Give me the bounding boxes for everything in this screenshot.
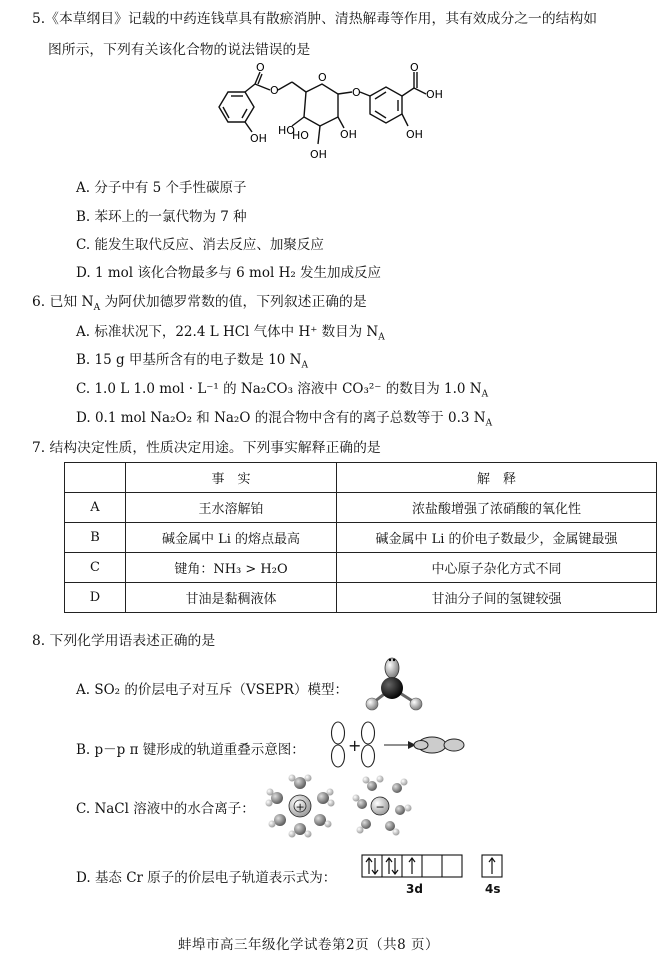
table-cell: 键角：NH₃ > H₂O [126, 553, 337, 583]
q8-stem: 8. 下列化学用语表述正确的是 [32, 633, 216, 649]
table-cell: C [65, 553, 126, 583]
table-header [65, 463, 126, 493]
table-row [65, 553, 657, 583]
q6-option-b [76, 348, 308, 371]
option-text: 能发生取代反应、消去反应、加聚反应 [94, 237, 324, 253]
sugar-ring [304, 84, 338, 126]
table-cell: A [65, 493, 126, 523]
structure-label: OH [340, 128, 357, 141]
central-atom [381, 677, 403, 699]
q6-option-a [76, 320, 385, 343]
option-text: p－p π 键形成的轨道重叠示意图： [94, 742, 305, 758]
cation-sign: + [295, 800, 305, 814]
table-row [65, 493, 657, 523]
table-cell: 浓盐酸增强了浓硝酸的氧化性 [337, 493, 657, 523]
q6-option-c [76, 377, 489, 400]
q7-stem: 7. 结构决定性质，性质决定用途。下列事实解释正确的是 [32, 440, 381, 456]
structure-label: O [352, 86, 361, 99]
q6-stem-sub: A [93, 302, 101, 313]
structure-label: OH [406, 128, 423, 141]
orbital-label-4s: 4s [485, 882, 501, 896]
pi-bond-overlap-diagram [326, 718, 472, 774]
option-letter: D. [76, 265, 91, 281]
option-letter: A. [76, 682, 91, 698]
table-cell: 碱金属中 Li 的价电子数最少，金属键最强 [337, 523, 657, 553]
option-letter: B. [76, 209, 91, 225]
structure-label: OH [250, 132, 267, 145]
q8-option-c [76, 797, 255, 817]
option-text: 0.1 mol Na₂O₂ 和 Na₂O 的混合物中含有的离子总数等于 0.3 N [94, 410, 486, 426]
option-letter: B. [76, 742, 91, 758]
svg-text:+: + [348, 736, 362, 755]
option-text: 1 mol 该化合物最多与 6 mol H₂ 发生加成反应 [94, 265, 382, 281]
table-cell: B [65, 523, 126, 553]
q6-option-d [76, 406, 493, 429]
q6-stem [32, 290, 367, 313]
bond-atom [410, 698, 422, 710]
option-letter: A. [76, 324, 91, 340]
lone-pair-lobe [385, 658, 399, 678]
option-text: 基态 Cr 原子的价层电子轨道表示式为： [94, 870, 337, 886]
option-letter: C. [76, 381, 91, 397]
structure-label: HO [278, 124, 295, 137]
option-sub: A [378, 332, 385, 343]
option-text: 1.0 L 1.0 mol · L⁻¹ 的 Na₂CO₃ 溶液中 CO₃²⁻ 的数目为 1.0 N [94, 381, 482, 397]
q5-structure-diagram [200, 62, 470, 174]
option-letter: A. [76, 180, 91, 196]
option-text: NaCl 溶液中的水合离子： [94, 801, 255, 817]
orbital-label-3d: 3d [406, 882, 423, 896]
option-text: SO₂ 的价层电子对互斥（VSEPR）模型： [94, 682, 348, 698]
q5-option-c [76, 233, 324, 253]
table-header: 事 实 [126, 463, 337, 493]
option-letter: D. [76, 870, 91, 886]
q5-option-b [76, 205, 247, 225]
option-letter: D. [76, 410, 91, 426]
table-row [65, 523, 657, 553]
anion-cluster [353, 776, 412, 836]
structure-label: HO [292, 129, 309, 142]
option-text: 15 g 甲基所含有的电子数是 10 N [94, 352, 302, 368]
table-header: 解 释 [337, 463, 657, 493]
structure-label: OH [426, 88, 443, 101]
table-cell: D [65, 583, 126, 613]
table-cell: 甘油分子间的氢键较强 [337, 583, 657, 613]
option-text: 苯环上的一氯代物为 7 种 [94, 209, 247, 225]
option-sub: A [485, 418, 493, 429]
table-cell: 甘油是黏稠液体 [126, 583, 337, 613]
q8-option-d [76, 866, 336, 886]
table-cell: 中心原子杂化方式不同 [337, 553, 657, 583]
table-cell: 王水溶解铂 [126, 493, 337, 523]
q7-table [64, 462, 657, 613]
vsepr-model-diagram [352, 654, 432, 716]
q5-stem-line1: 5.《本草纲目》记载的中药连钱草具有散瘀消肿、清热解毒等作用，其有效成分之一的结构如 [32, 11, 598, 27]
hydrated-ions-diagram [262, 770, 420, 840]
anion-sign: − [375, 800, 385, 814]
q8-option-a [76, 678, 348, 698]
option-sub: A [481, 389, 489, 400]
option-text: 标准状况下，22.4 L HCl 气体中 H⁺ 数目为 N [94, 324, 379, 340]
option-sub: A [301, 360, 308, 371]
bond-atom [366, 698, 378, 710]
structure-label: O [318, 71, 327, 84]
page-footer: 蚌埠市高三年级化学试卷第2页（共8 页） [178, 937, 439, 953]
q6-stem-text: 6. 已知 N [32, 294, 94, 310]
option-letter: B. [76, 352, 91, 368]
table-header-row [65, 463, 657, 493]
option-letter: C. [76, 237, 91, 253]
electron-arrows [366, 858, 495, 874]
q8-option-b [76, 738, 305, 758]
q5-option-a [76, 176, 247, 196]
table-cell: 碱金属中 Li 的熔点最高 [126, 523, 337, 553]
structure-label: O [270, 84, 279, 97]
table-row [65, 583, 657, 613]
orbital-diagram [360, 852, 510, 898]
cation-cluster [266, 775, 335, 838]
option-letter: C. [76, 801, 91, 817]
structure-label: OH [310, 148, 327, 161]
q6-stem-rest: 为阿伏加德罗常数的值，下列叙述正确的是 [100, 294, 367, 310]
option-text: 分子中有 5 个手性碳原子 [94, 180, 247, 196]
structure-label: O [256, 62, 265, 74]
q5-stem-line2: 图所示，下列有关该化合物的说法错误的是 [48, 42, 311, 58]
q5-option-d [76, 261, 381, 281]
structure-label: O [410, 62, 419, 74]
